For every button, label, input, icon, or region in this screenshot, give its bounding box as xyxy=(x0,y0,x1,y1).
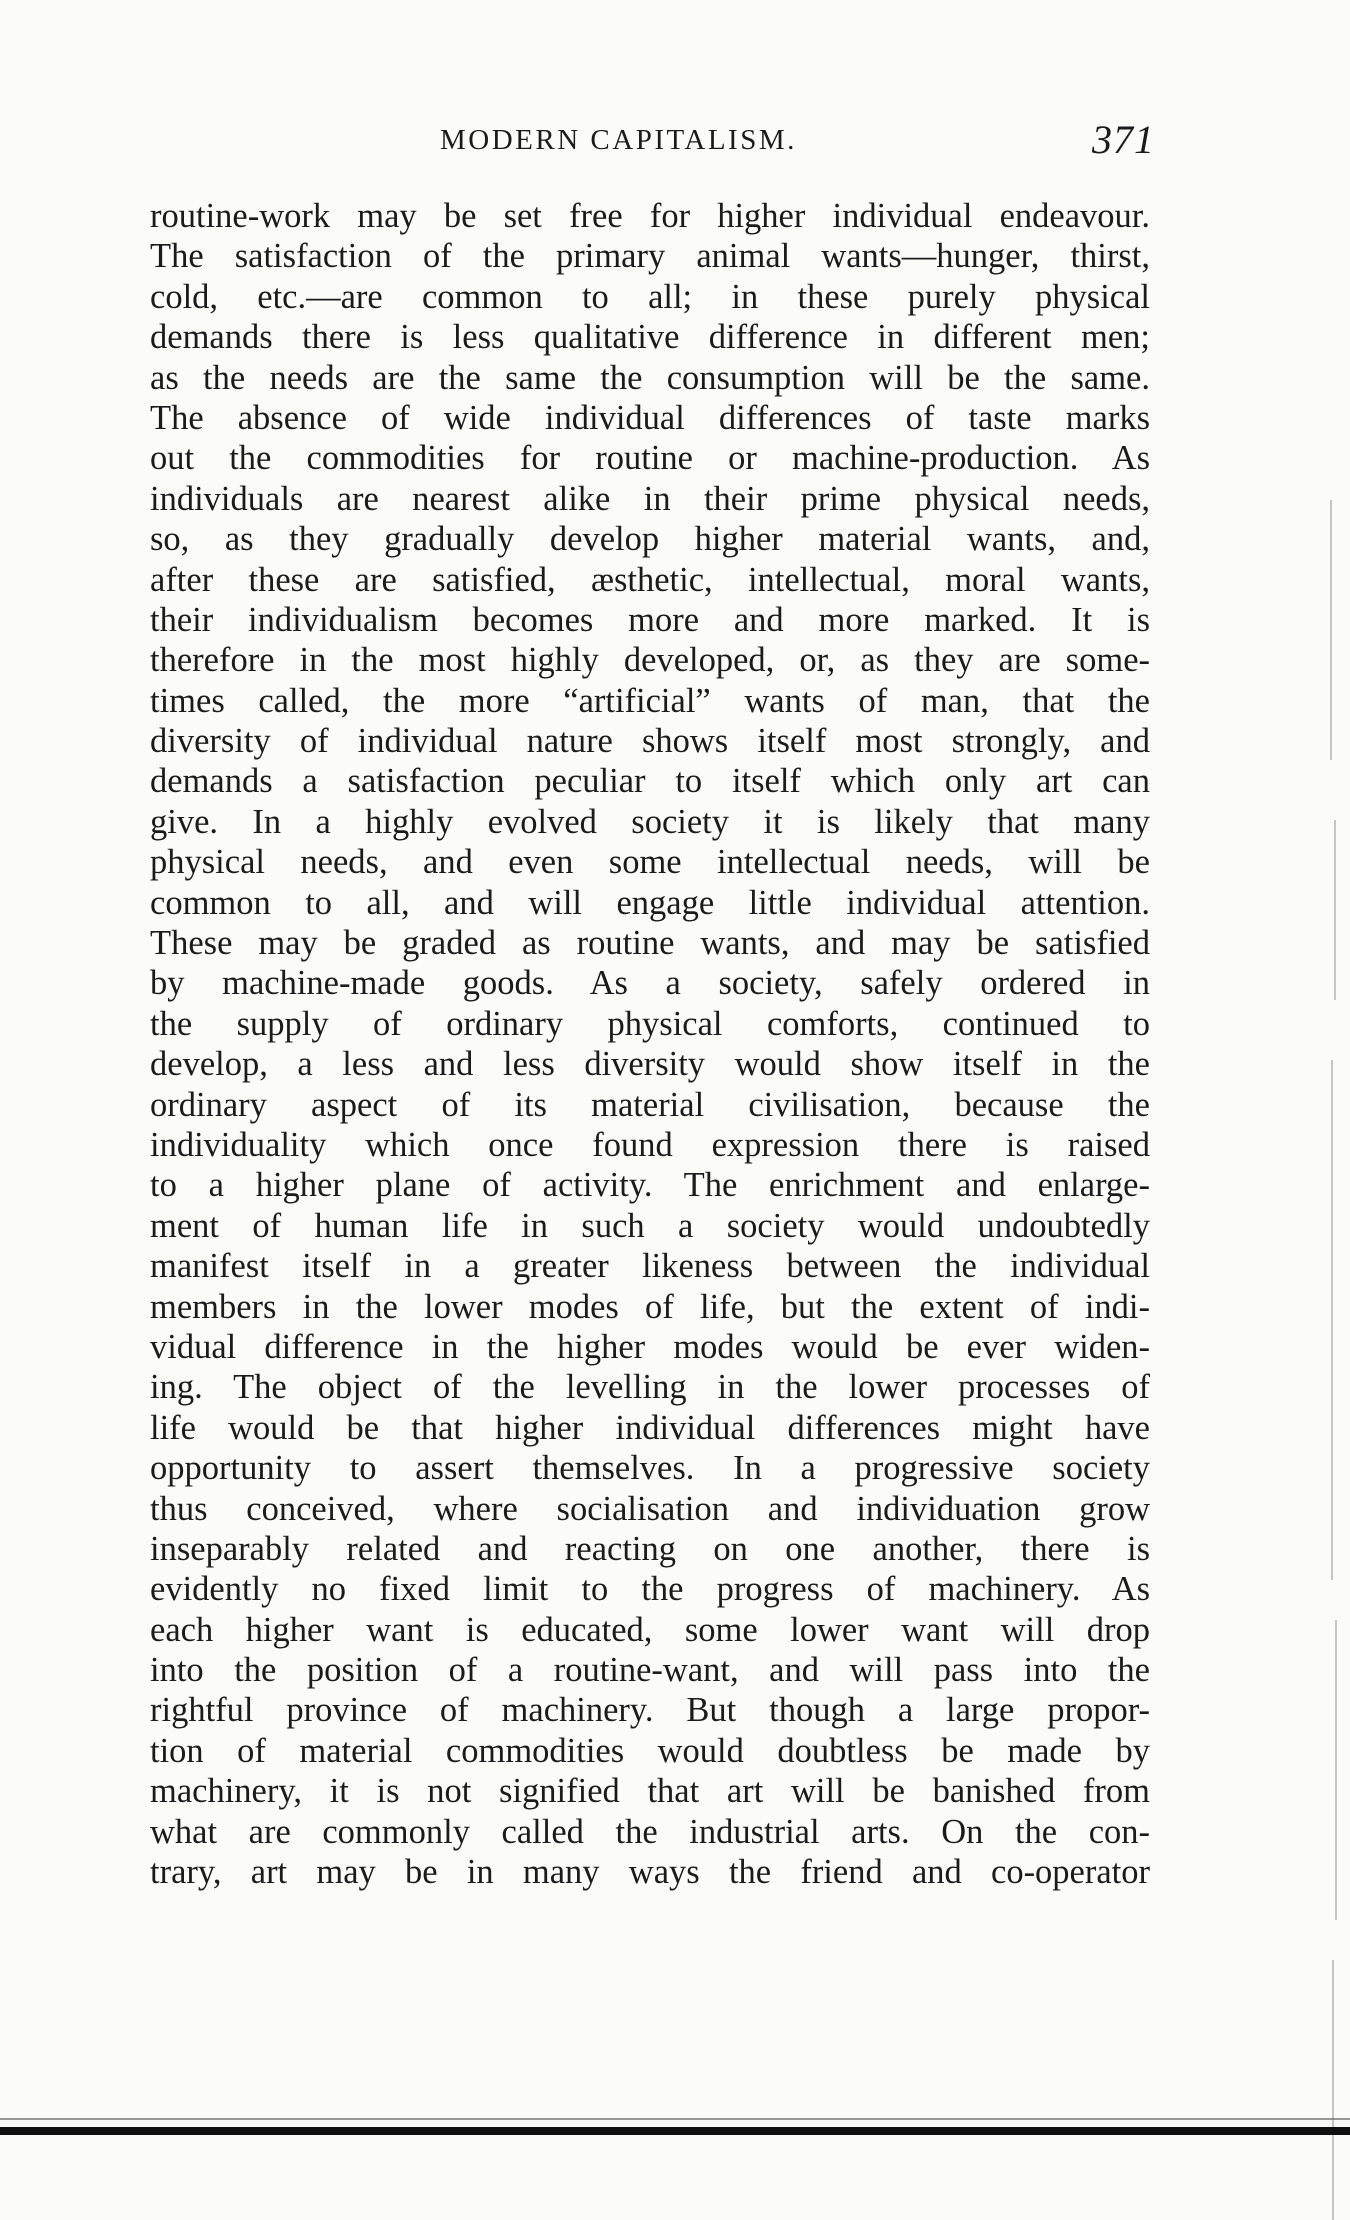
text-line: times called, the more “artificial” wants of man, that the xyxy=(150,681,1150,720)
text-line: what are commonly called the industrial arts. On the con- xyxy=(150,1812,1150,1851)
text-line: their individualism becomes more and more marked. It is xyxy=(150,600,1150,639)
text-line: thus conceived, where socialisation and individuation grow xyxy=(150,1489,1150,1528)
text-line: after these are satisfied, æsthetic, intellectual, moral wants, xyxy=(150,560,1150,599)
text-line: physical needs, and even some intellectual needs, will be xyxy=(150,843,1150,882)
text-line: vidual difference in the higher modes would be ever widen- xyxy=(150,1327,1150,1366)
text-line: evidently no fixed limit to the progress of machinery. As xyxy=(150,1570,1150,1609)
text-line: demands a satisfaction peculiar to itself which only art can xyxy=(150,762,1150,801)
text-line: individuality which once found expression there is raised xyxy=(150,1125,1150,1164)
scan-edge-marks xyxy=(1328,120,1342,2110)
running-title: MODERN CAPITALISM. xyxy=(440,124,797,156)
text-line: members in the lower modes of life, but the extent of indi- xyxy=(150,1287,1150,1326)
page-bottom-edge xyxy=(0,2127,1350,2135)
text-line: machinery, it is not signified that art will be banished from xyxy=(150,1772,1150,1811)
text-line: The satisfaction of the primary animal wants—hunger, thirst, xyxy=(150,237,1150,276)
body-text xyxy=(150,196,1150,1892)
text-line: tion of material commodities would doubtless be made by xyxy=(150,1731,1150,1770)
text-line: as the needs are the same the consumption will be the same. xyxy=(150,358,1150,397)
text-line: demands there is less qualitative difference in different men; xyxy=(150,318,1150,357)
text-line: opportunity to assert themselves. In a progressive society xyxy=(150,1449,1150,1488)
text-line: routine-work may be set free for higher individual endeavour. xyxy=(150,197,1150,235)
text-line: common to all, and will engage little individual attention. xyxy=(150,883,1150,922)
page-number: 371 xyxy=(1092,117,1155,162)
text-line: The absence of wide individual differences of taste marks xyxy=(150,398,1150,437)
running-head xyxy=(155,116,1155,176)
text-line: ing. The object of the levelling in the lower processes of xyxy=(150,1368,1150,1407)
text-line: out the commodities for routine or machine-production. As xyxy=(150,439,1150,478)
text-line: develop, a less and less diversity would show itself in the xyxy=(150,1045,1150,1084)
text-line: ment of human life in such a society would undoubtedly xyxy=(150,1206,1150,1245)
text-line: into the position of a routine-want, and will pass into the xyxy=(150,1651,1150,1690)
text-line: so, as they gradually develop higher material wants, and, xyxy=(150,520,1150,559)
text-line: ordinary aspect of its material civilisation, because the xyxy=(150,1085,1150,1124)
text-line: inseparably related and reacting on one another, there is xyxy=(150,1529,1150,1568)
text-line: to a higher plane of activity. The enrichment and enlarge- xyxy=(150,1166,1150,1205)
text-line: individuals are nearest alike in their prime physical needs, xyxy=(150,479,1150,518)
text-line: therefore in the most highly developed, or, as they are some- xyxy=(150,641,1150,680)
text-line: the supply of ordinary physical comforts, continued to xyxy=(150,1004,1150,1043)
scan-edge-line xyxy=(0,2118,1350,2120)
text-line: These may be graded as routine wants, and may be satisfied xyxy=(150,924,1150,963)
text-line: life would be that higher individual differences might have xyxy=(150,1408,1150,1447)
text-line: manifest itself in a greater likeness between the individual xyxy=(150,1247,1150,1286)
text-line: trary, art may be in many ways the friend and co-operator xyxy=(150,1853,1150,1892)
text-line: rightful province of machinery. But though a large propor- xyxy=(150,1691,1150,1730)
text-line: by machine-made goods. As a society, safely ordered in xyxy=(150,964,1150,1003)
text-line: give. In a highly evolved society it is likely that many xyxy=(150,802,1150,841)
text-line: diversity of individual nature shows itself most strongly, and xyxy=(150,722,1150,761)
text-line: each higher want is educated, some lower want will drop xyxy=(150,1610,1150,1649)
text-line: cold, etc.—are common to all; in these purely physical xyxy=(150,277,1150,316)
